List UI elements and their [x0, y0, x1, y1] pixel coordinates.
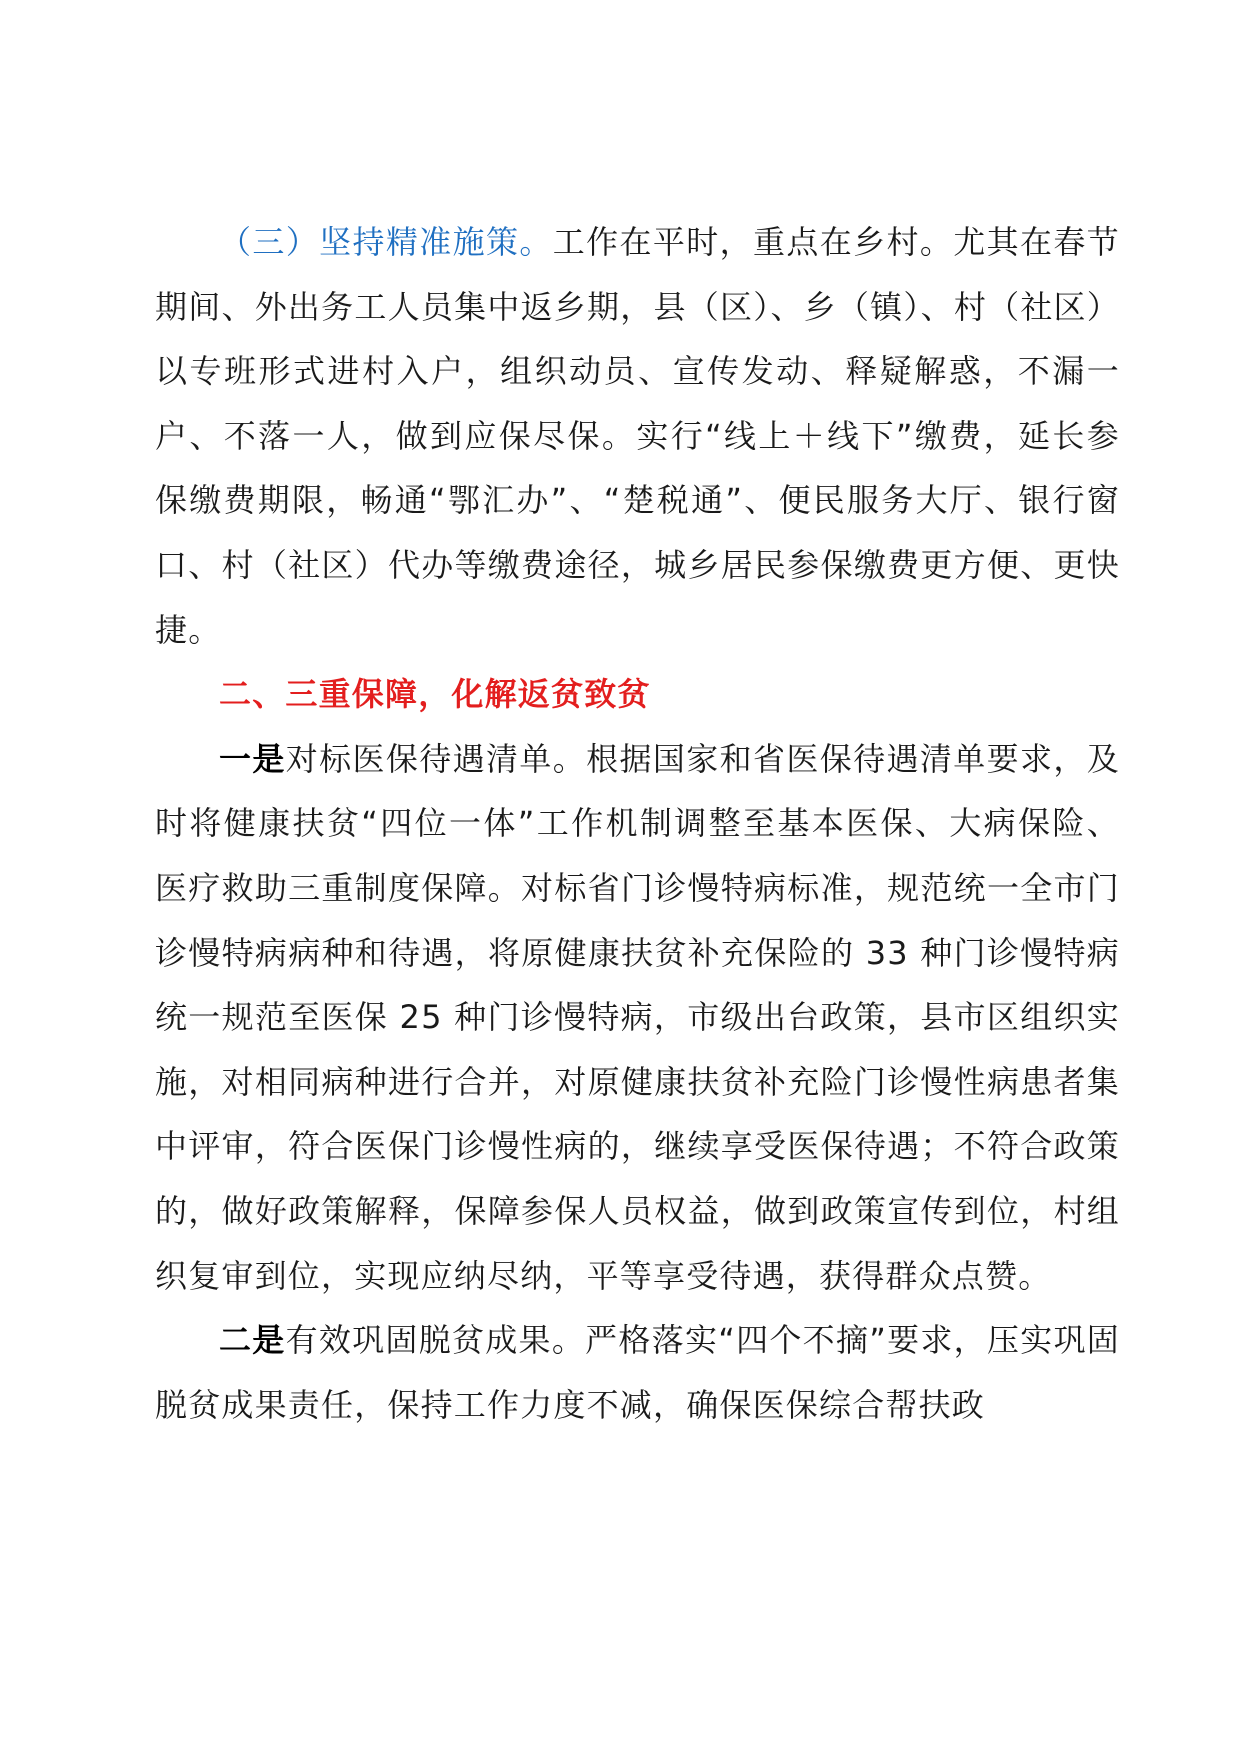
section-three-body: 工作在平时，重点在乡村。尤其在春节期间、外出务工人员集中返乡期，县（区）、乡（镇）、村（社区）以专班形式进村入户，组织动员、宣传发动、释疑解惑，不漏一户、不落一人，做到应保尽保。实行“线上＋线下”缴费，延长参保缴费期限，畅通“鄂汇办”、“楚税通”、便民服务大厅、银行窗口、村（社区）代办等缴费途径，城乡居民参保缴费更方便、更快捷。: [155, 223, 1120, 649]
part-two-heading: 二、三重保障，化解返贫致贫: [219, 675, 651, 714]
section-three-heading: （三）坚持精准施策。: [219, 223, 553, 261]
point-two-paragraph: [155, 1308, 1120, 1437]
point-two-lead: 二是: [219, 1321, 286, 1360]
section-three-paragraph: [155, 210, 1120, 662]
point-one-lead: 一是: [219, 739, 286, 778]
document-page: [155, 210, 1120, 1437]
point-one-body: 对标医保待遇清单。根据国家和省医保待遇清单要求，及时将健康扶贫“四位一体”工作机制调整至基本医保、大病保险、医疗救助三重制度保障。对标省门诊慢特病标准，规范统一全市门诊慢特病病种和待遇，将原健康扶贫补充保险的 33 种门诊慢特病统一规范至医保 25 种门诊慢特病，市级出台政策，县市区组织实施，对相同病种进行合并，对原健康扶贫补充险门诊慢性病患者集中评审，符合医保门诊慢性病的，继续享受医保待遇；不符合政策的，做好政策解释，保障参保人员权益，做到政策宣传到位，村组织复审到位，实现应纳尽纳，平等享受待遇，获得群众点赞。: [155, 739, 1120, 1295]
point-two-body: 有效巩固脱贫成果。严格落实“四个不摘”要求，压实巩固脱贫成果责任，保持工作力度不减，确保医保综合帮扶政: [155, 1321, 1121, 1424]
point-one-paragraph: [155, 727, 1120, 1308]
